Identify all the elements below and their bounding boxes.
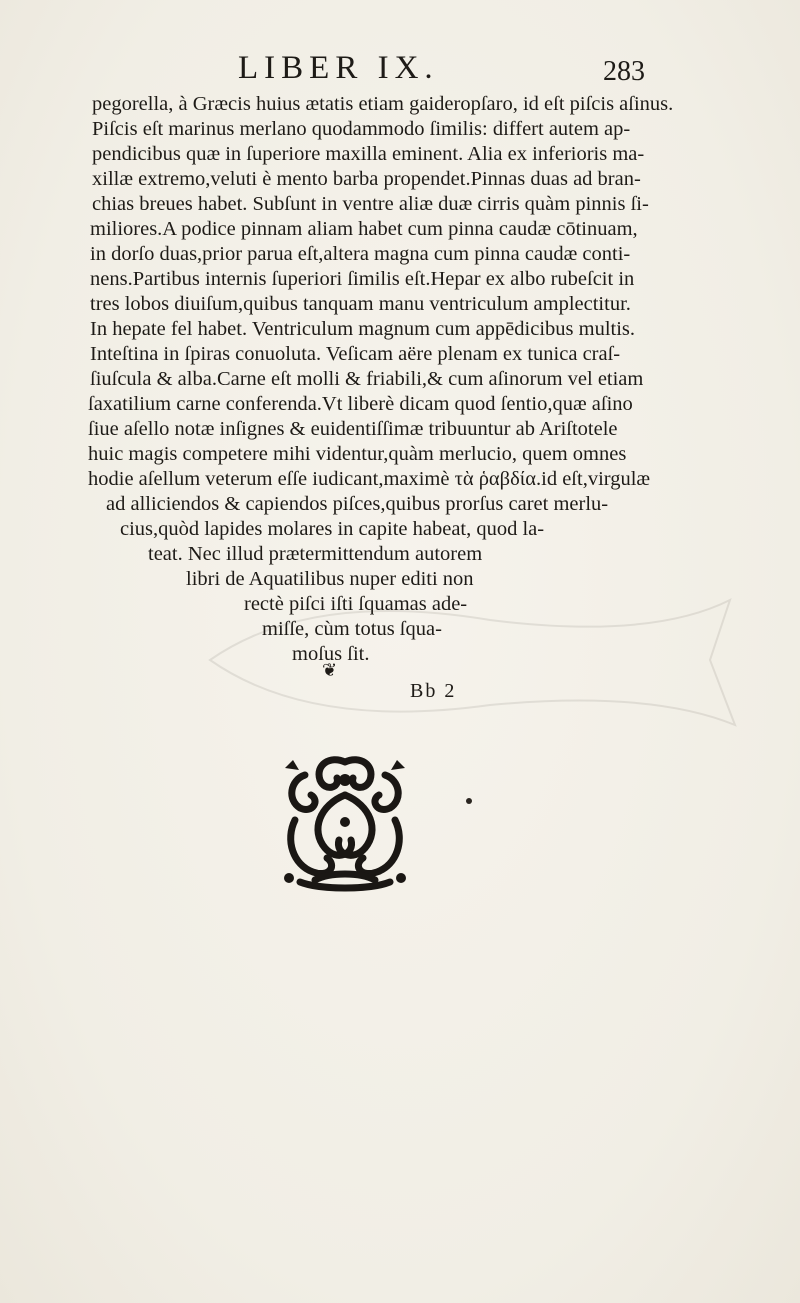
text-line: nens.Partibus internis ſuperiori ſimilis eſt.Hepar ex albo rubeſcit in bbox=[90, 268, 635, 290]
text-line: libri de Aquatilibus nuper editi non bbox=[186, 568, 474, 590]
text-line: In hepate fel habet. Ventriculum magnum cum appēdicibus multis. bbox=[90, 318, 636, 340]
ink-speck bbox=[466, 798, 472, 804]
text-line: hodie aſellum veterum eſſe iudicant,maximè τὰ ῥαβδία.id eſt,virgulæ bbox=[88, 468, 651, 490]
text-line: pegorella, à Græcis huius ætatis etiam gaideropſaro, id eſt piſcis aſinus. bbox=[92, 93, 674, 115]
text-line: moſus ſit. bbox=[292, 643, 370, 665]
fleuron-icon: ❦ bbox=[322, 660, 338, 680]
text-line: Inteſtina in ſpiras conuoluta. Veſicam aëre plenam ex tunica craſ- bbox=[90, 343, 621, 365]
text-line: huic magis competere mihi videntur,quàm merlucio, quem omnes bbox=[88, 443, 627, 465]
text-line: ſiuſcula & alba.Carne eſt molli & friabili,& cum aſinorum vel etiam bbox=[90, 368, 644, 390]
running-title: LIBER IX. bbox=[238, 50, 439, 86]
text-line: ſaxatilium carne conferenda.Vt liberè dicam quod ſentio,quæ aſino bbox=[88, 393, 633, 415]
text-line: miſſe, cùm totus ſqua- bbox=[262, 618, 442, 640]
signature-mark: Bb 2 bbox=[410, 680, 457, 702]
text-line: ad alliciendos & capiendos piſces,quibus prorſus caret merlu- bbox=[106, 493, 609, 515]
text-line: tres lobos diuiſum,quibus tanquam manu ventriculum amplectitur. bbox=[90, 293, 631, 315]
text-line: xillæ extremo,veluti è mento barba propendet.Pinnas duas ad bran- bbox=[92, 168, 641, 190]
text-line: in dorſo duas,prior parua eſt,altera magna cum pinna caudæ conti- bbox=[90, 243, 631, 265]
text-line: teat. Nec illud prætermittendum autorem bbox=[148, 543, 483, 565]
running-header bbox=[0, 50, 800, 90]
text-line: Piſcis eſt marinus merlano quodammodo ſimilis: differt autem ap- bbox=[92, 118, 631, 140]
text-line: pendicibus quæ in ſuperiore maxilla eminent. Alia ex inferioris ma- bbox=[92, 143, 645, 165]
page-number: 283 bbox=[603, 56, 645, 87]
text-line: rectè piſci iſti ſquamas ade- bbox=[244, 593, 468, 615]
woodcut-ornament-icon bbox=[275, 750, 415, 895]
text-line: miliores.A podice pinnam aliam habet cum pinna caudæ cōtinuam, bbox=[90, 218, 638, 240]
text-line: ſiue aſello notæ inſignes & euidentiſſimæ tribuuntur ab Ariſtotele bbox=[88, 418, 618, 440]
text-line: cius,quòd lapides molares in capite habeat, quod la- bbox=[120, 518, 545, 540]
text-line: chias breues habet. Subſunt in ventre aliæ duæ cirris quàm pinnis ſi- bbox=[92, 193, 649, 215]
